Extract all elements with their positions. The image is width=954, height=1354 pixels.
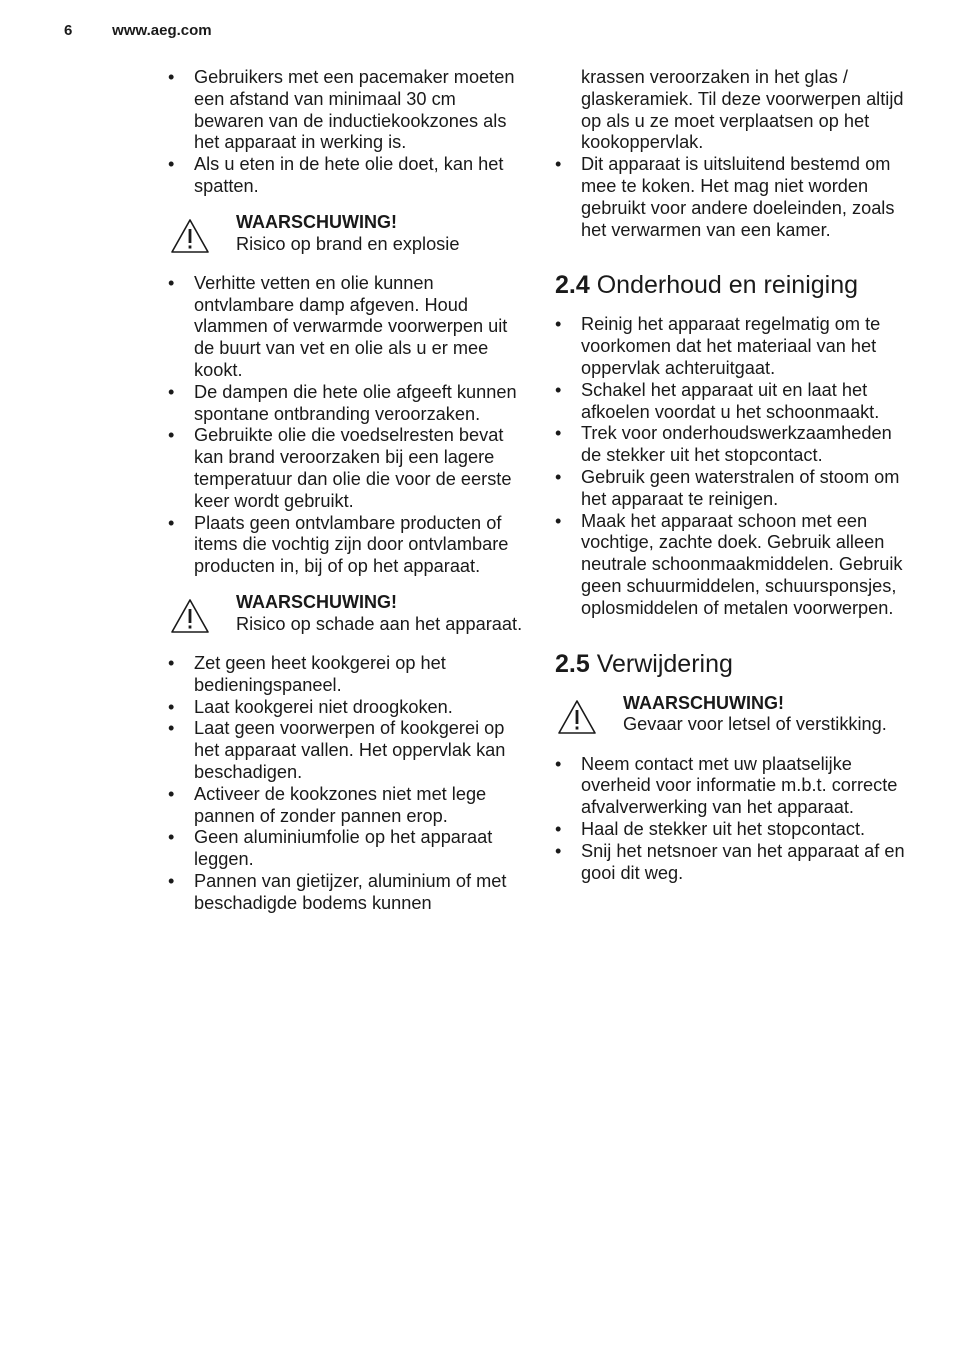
list-item: • Dit apparaat is uitsluitend bestemd om mee te koken. Het mag niet worden gebruikt voor andere doeleinden, zoals het verwarmen van een kamer.	[555, 154, 915, 241]
section-title: Verwijdering	[596, 649, 733, 678]
warning-text: Gevaar voor letsel of verstikking.	[623, 714, 887, 735]
page-header	[64, 22, 212, 39]
list-item: • Neem contact met uw plaatselijke overheid voor informatie m.b.t. correcte afvalverwerking van het apparaat.	[555, 754, 915, 819]
right-column	[555, 67, 915, 884]
list-item: • Gebruikte olie die voedselresten bevat kan brand veroorzaken bij een lagere temperatuur dan olie die voor de eerste keer wordt gebruikt.	[168, 425, 523, 512]
list-item-continuation: krassen veroorzaken in het glas / glaskeramiek. Til deze voorwerpen altijd op als u ze moet verplaatsen op het kookoppervlak.	[581, 67, 904, 153]
bullet-list	[168, 273, 523, 578]
section-heading-2-4	[555, 270, 915, 300]
list-item: • Pannen van gietijzer, aluminium of met beschadigde bodems kunnen	[168, 871, 523, 915]
warning-title: WAARSCHUWING!	[236, 211, 397, 232]
list-item: • Zet geen heet kookgerei op het bedieningspaneel.	[168, 653, 523, 697]
section-number: 2.5	[555, 649, 590, 678]
list-item: • Laat kookgerei niet droogkoken.	[168, 697, 523, 719]
list-item: • Gebruikers met een pacemaker moeten een afstand van minimaal 30 cm bewaren van de inductiekookzones als het apparaat in werking is.	[168, 67, 523, 154]
section-title: Onderhoud en reiniging	[596, 271, 859, 300]
website-url: www.aeg.com	[112, 22, 212, 39]
section-number: 2.4	[555, 271, 590, 300]
list-item: • De dampen die hete olie afgeeft kunnen spontane ontbranding veroorzaken.	[168, 382, 523, 426]
list-item: • Plaats geen ontvlambare producten of items die vochtig zijn door ontvlambare producten in, bij of op het apparaat.	[168, 513, 523, 578]
left-column	[168, 67, 523, 915]
list-item: • Verhitte vetten en olie kunnen ontvlambare damp afgeven. Houd vlammen of verwarmde voorwerpen uit de buurt van vet en olie als u er mee kookt.	[168, 273, 523, 382]
warning-box	[168, 592, 523, 636]
bullet-list	[555, 314, 915, 619]
list-item: • Als u eten in de hete olie doet, kan het spatten.	[168, 154, 523, 198]
bullet-list	[168, 653, 523, 915]
continuation-text	[555, 67, 915, 154]
list-item: • Maak het apparaat schoon met een vochtige, zachte doek. Gebruik alleen neutrale schoonmaakmiddelen. Gebruik geen schuurmiddelen, schuursponsjes, oplosmiddelen of metalen voorwerpen.	[555, 511, 915, 620]
bullet-list	[555, 754, 915, 885]
warning-title: WAARSCHUWING!	[236, 591, 397, 612]
list-item: • Activeer de kookzones niet met lege pannen of zonder pannen erop.	[168, 784, 523, 828]
bullet-list	[168, 67, 523, 198]
warning-box	[168, 212, 523, 256]
section-heading-2-5	[555, 649, 915, 679]
list-item: • Geen aluminiumfolie op het apparaat leggen.	[168, 827, 523, 871]
warning-box	[555, 693, 915, 737]
warning-text: Risico op schade aan het apparaat.	[236, 613, 523, 634]
warning-triangle-icon	[170, 218, 210, 254]
warning-triangle-icon	[557, 699, 597, 735]
warning-text: Risico op brand en explosie	[236, 233, 460, 254]
list-item: • Trek voor onderhoudswerkzaamheden de stekker uit het stopcontact.	[555, 423, 915, 467]
list-item: • Laat geen voorwerpen of kookgerei op het apparaat vallen. Het oppervlak kan beschadigen.	[168, 718, 523, 783]
list-item: • Reinig het apparaat regelmatig om te voorkomen dat het materiaal van het oppervlak achteruitgaat.	[555, 314, 915, 379]
list-item: • Snij het netsnoer van het apparaat af en gooi dit weg.	[555, 841, 915, 885]
bullet-list	[555, 154, 915, 241]
list-item: • Haal de stekker uit het stopcontact.	[555, 819, 915, 841]
list-item: • Schakel het apparaat uit en laat het afkoelen voordat u het schoonmaakt.	[555, 380, 915, 424]
warning-triangle-icon	[170, 598, 210, 634]
warning-title: WAARSCHUWING!	[623, 692, 784, 713]
list-item: • Gebruik geen waterstralen of stoom om het apparaat te reinigen.	[555, 467, 915, 511]
page-number: 6	[64, 22, 73, 39]
